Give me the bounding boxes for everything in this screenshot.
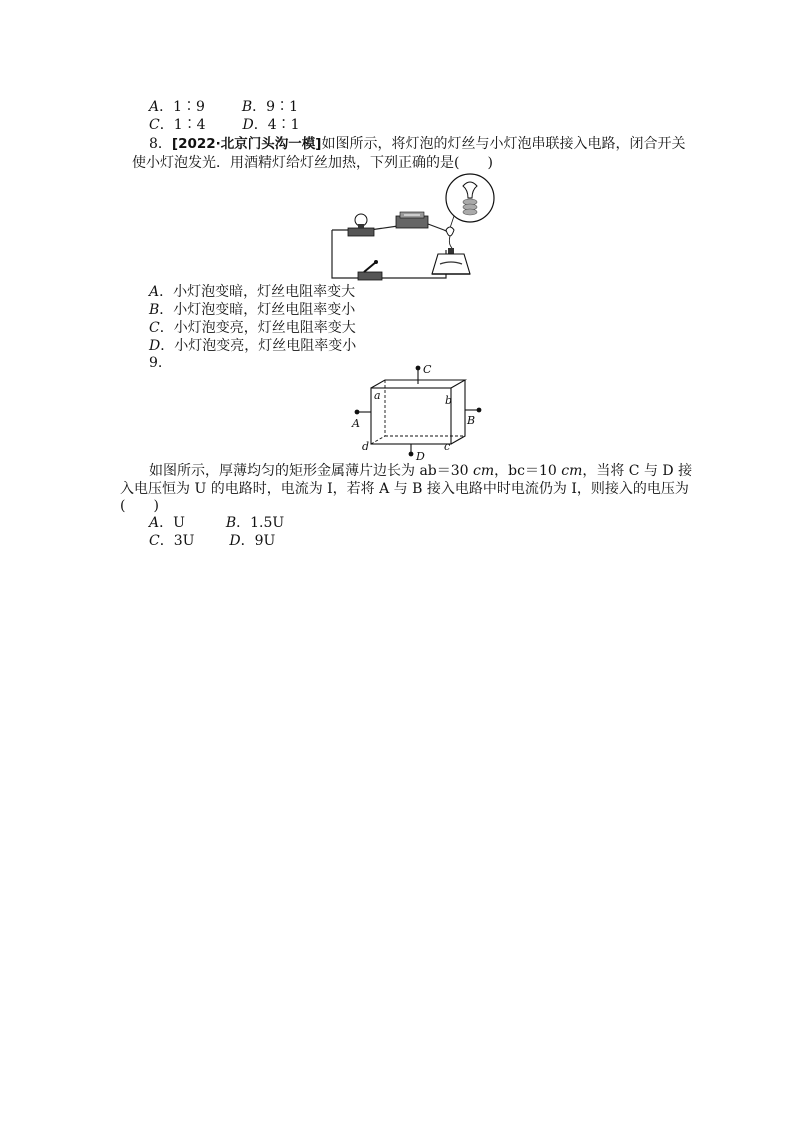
- circuit-wire: [332, 230, 382, 278]
- option-text: 小灯泡变暗，灯丝电阻率变大: [173, 284, 356, 300]
- label-c-lower: c: [444, 440, 451, 453]
- option-text: 小灯泡变暗，灯丝电阻率变小: [173, 302, 356, 318]
- option-text: 1.5U: [250, 515, 285, 531]
- q9-number: [149, 354, 162, 372]
- electrode-b: [477, 408, 482, 413]
- option-letter: A: [149, 99, 160, 115]
- circuit-wire: [428, 224, 448, 232]
- q9-stem-line-1: [149, 462, 692, 480]
- switch-icon: [358, 260, 382, 280]
- option-letter: B: [225, 515, 237, 531]
- option-text: 4∶1: [267, 117, 300, 133]
- option-letter: B: [149, 302, 160, 318]
- question-stem: ，当将 C 与 D 接: [582, 463, 693, 479]
- battery-box-icon: [396, 212, 428, 228]
- question-stem: 如图所示，厚薄均匀的矩形金属薄片边长为 ab＝30: [149, 463, 474, 479]
- q7-options-row-2: C．1∶4 D．4∶1: [149, 117, 300, 133]
- option-letter: D: [242, 117, 254, 133]
- q9-stem-line-3: [120, 497, 159, 515]
- electrode-a: [355, 410, 360, 415]
- option-letter: D: [229, 533, 241, 549]
- q9-options-row-2: C．3U D．9U: [149, 533, 276, 549]
- label-c-upper: C: [423, 364, 432, 376]
- option-letter: C: [149, 117, 160, 133]
- q8-option-b: B．小灯泡变暗，灯丝电阻率变小: [149, 302, 356, 318]
- filament-zoom-icon: [446, 174, 494, 228]
- question-number: 9.: [149, 355, 163, 371]
- option-text: U: [173, 515, 185, 531]
- option-text: 1∶9: [173, 99, 205, 115]
- option-letter: D: [149, 338, 161, 354]
- label-a-upper: A: [352, 417, 360, 430]
- label-d-upper: D: [416, 450, 425, 463]
- q8-option-a: A．小灯泡变暗，灯丝电阻率变大: [149, 284, 356, 300]
- answer-bracket: ( ): [120, 498, 159, 514]
- label-b-upper: B: [467, 414, 476, 427]
- question-stem: ，bc＝10: [494, 463, 562, 479]
- question-number: 8．: [149, 136, 172, 152]
- option-letter: C: [149, 320, 160, 336]
- filament-icon: [446, 227, 454, 236]
- label-a-lower: a: [374, 389, 381, 402]
- label-b-lower: b: [445, 394, 453, 407]
- q8-option-d: D．小灯泡变亮，灯丝电阻率变小: [149, 338, 357, 354]
- option-text: 1∶4: [173, 117, 206, 133]
- q9-stem-line-2: [120, 480, 689, 498]
- option-letter: A: [149, 515, 160, 531]
- q8-option-c: C．小灯泡变亮，灯丝电阻率变大: [149, 320, 356, 336]
- question-stem: 使小灯泡发光．用酒精灯给灯丝加热，下列正确的是( ): [132, 155, 493, 171]
- q9-metal-plate-figure: [345, 364, 495, 464]
- q7-options-row-1: A．1∶9 B．9∶1: [149, 99, 298, 115]
- electrode-c: [416, 366, 421, 371]
- option-text: 小灯泡变亮，灯丝电阻率变小: [174, 338, 357, 354]
- q8-stem-line-1: [149, 135, 685, 153]
- question-stem: 入电压恒为 U 的电路时，电流为 I，若将 A 与 B 接入电路中时电流仍为 I，则接入的电压为: [120, 481, 689, 497]
- electrode-d: [409, 452, 414, 457]
- option-text: 小灯泡变亮，灯丝电阻率变大: [173, 320, 356, 336]
- option-text: 9∶1: [266, 99, 298, 115]
- option-letter: A: [149, 284, 160, 300]
- alcohol-lamp-icon: [432, 236, 470, 274]
- option-text: 9U: [254, 533, 276, 549]
- question-source: [2022·北京门头沟一模]: [171, 136, 322, 152]
- small-bulb-icon: [348, 214, 374, 236]
- q8-circuit-figure: [320, 168, 500, 288]
- question-stem: 如图所示，将灯泡的灯丝与小灯泡串联接入电路，闭合开关: [321, 136, 686, 152]
- option-letter: C: [149, 533, 160, 549]
- option-letter: B: [241, 99, 253, 115]
- unit-cm: cm: [473, 463, 495, 479]
- label-d-lower: d: [362, 440, 370, 453]
- unit-cm: cm: [561, 463, 583, 479]
- q9-options-row-1: A．U B．1.5U: [149, 515, 285, 531]
- option-text: 3U: [173, 533, 195, 549]
